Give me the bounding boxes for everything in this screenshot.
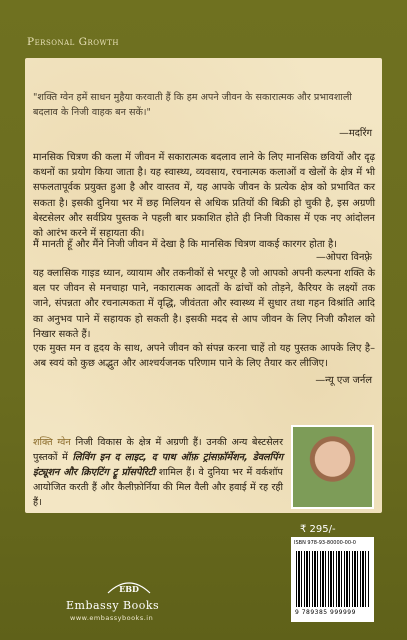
author-bio-text-a: निजी विकास के क्षेत्र में अग्रणी हैं। उनकी अन्य बेस्टसेलर पुस्तकों में <box>33 437 283 463</box>
publisher-name: Embassy Books <box>66 599 160 612</box>
author-photo <box>291 425 374 509</box>
category-label: Personal Growth <box>27 36 120 48</box>
quote-mothering: "शक्ति ग्वेन हमें साधन मुहैया करवाती हैं कि हम अपने जीवन के सकारात्मक और प्रभावशाली बदलाव के निजी वाहक बन सकें।" <box>33 92 352 118</box>
quote-new-age-journal: एक मुक्त मन व हृदय के साथ, अपने जीवन को संपन्न करना चाहें तो यह पुस्तक आपके लिए है– अब स्वयं को कुछ अद्भुत और आश्चर्यजनक परिणाम पाने के लिए तैयार कर लीजिए। <box>33 343 375 370</box>
author-bio <box>33 435 283 510</box>
publisher-url: www.embassybooks.in <box>70 614 154 622</box>
quote-mothering-attribution: —मदरिंग <box>339 128 372 139</box>
description-paragraph-2: यह क्लासिक गाइड ध्यान, व्यायाम और तकनीकों से भरपूर है जो आपको अपनी कल्पना शक्ति के बल पर जीवन से मनचाहा पाने, नकारात्मक आदतों के ढांचों को तोड़ने, कैरियर के लक्ष्यों तक जाने, संपन्नता और रचनात्मकता में वृद्धि, जीवंतता और स्वास्थ्य में सुधार तथा गहन विश्रांति आदि का अनुभव पाने में सहायक हो सकती है। इसकी मदद से आप जीवन के लिए निजी कौशल को निखार सकते हैं। <box>33 268 375 340</box>
isbn-digits: 9 789385 999999 <box>295 609 356 616</box>
author-bio-text-b: शामिल हैं। वे दुनिया भर में वर्कशॉप आयोजित करती हैं और कैलीफ़ोर्निया की मिल वैली और हवाई में रह रही हैं। <box>33 467 283 508</box>
author-name: शक्ति ग्वेन <box>33 437 71 448</box>
quote-new-age-journal-attribution: —न्यू एज जर्नल <box>315 375 372 386</box>
price: ₹ 295/- <box>300 524 336 535</box>
quote-oprah-attribution: —ओपरा विनफ़्रे <box>315 252 372 263</box>
isbn-label: ISBN 978-93-80000-00-0 <box>294 540 356 546</box>
barcode-bars <box>296 551 369 607</box>
publisher-logo <box>104 575 154 595</box>
quote-oprah: मैं मानती हूँ और मैंने निजी जीवन में देखा है कि मानसिक चित्रण वाकई कारगर होता है। <box>33 239 337 250</box>
publisher-logo-text: EBD <box>119 584 139 594</box>
barcode <box>291 537 374 622</box>
author-books: लिविंग इन द लाइट, द पाथ ऑफ़ ट्रांसफ़ॉर्मेशन, डेवलपिंग इंट्यूशन और क्रिएटिंग ट्रू प्रॉसपेरिटी <box>33 452 283 478</box>
description-paragraph-1: मानसिक चित्रण की कला में जीवन में सकारात्मक बदलाव लाने के लिए मानसिक छवियों और दृढ़ कथनों का प्रयोग किया जाता है। यह स्वास्थ्य, व्यवसाय, रचनात्मक कलाओं व खेलों के क्षेत्र में भी सफलतापूर्वक प्रयुक्त हुआ है और वास्तव में, यह आपके जीवन के प्रत्येक क्षेत्र को प्रभावित कर सकता है। इसकी दुनिया भर में छह मिलियन से अधिक प्रतियों की बिक्री हो चुकी है, इस अग्रणी बेस्टसेलर और सर्वप्रिय पुस्तक ने पहली बार प्रकाशित होते ही निजी विकास में एक नए आंदोलन को आरंभ करने में सहायता की। <box>33 152 375 240</box>
